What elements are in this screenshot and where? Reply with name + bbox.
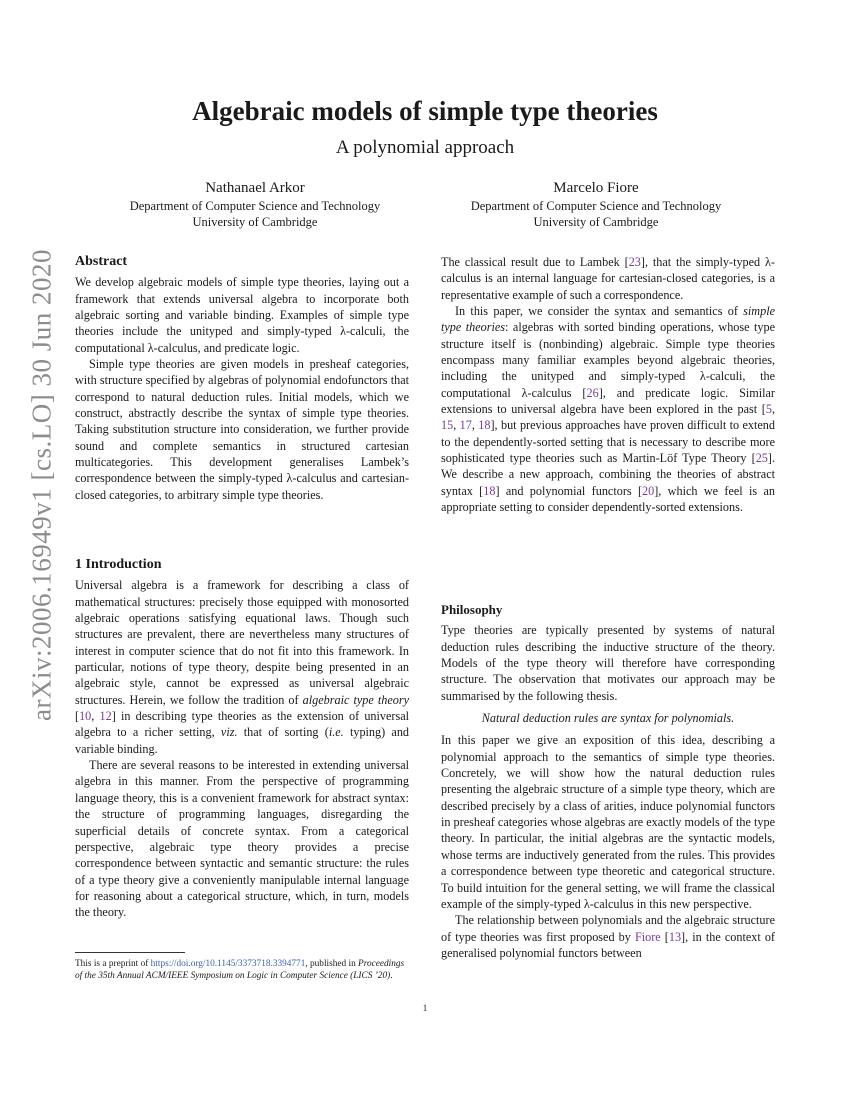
body-paragraph: In this paper we give an exposition of this idea, describing a polynomial approach to the semantics of simple type theories. Concretely, we will show how the natural deduction rules presenting the algebraic structure of a simple type theory, which are described precisely by a class of arities, induce polynomial functors in presheaf categories whose algebras are exactly models of the type theory. In particular, the initial algebras are the syntactic models, whose terms are inductively generated from the rules. This provides a correspondence between type theoretic and categorical structure. To build intuition for the general setting, we will frame the classical example of the simply-typed λ-calculus in this new perspective. bbox=[441, 733, 775, 911]
thesis-statement: Natural deduction rules are syntax for polynomials. bbox=[481, 711, 735, 726]
citation-link[interactable]: 15 bbox=[441, 418, 454, 433]
citation-link[interactable]: 25 bbox=[755, 451, 768, 466]
paper-subtitle: A polynomial approach bbox=[335, 137, 515, 158]
citation-link[interactable]: 20 bbox=[642, 483, 655, 498]
author-university: University of Cambridge bbox=[192, 215, 318, 229]
author-university: University of Cambridge bbox=[533, 215, 659, 229]
doi-link[interactable]: https://doi.org/10.1145/3373718.3394771 bbox=[150, 959, 306, 969]
citation-link[interactable]: 23 bbox=[628, 255, 641, 269]
left-column bbox=[75, 254, 409, 503]
subsection-heading: Philosophy bbox=[441, 602, 503, 617]
footnote: This is a preprint of https://doi.org/10.1145/3373718.3394771, published in Proceedings of the 35th Annual ACM/IEEE Symposium on Logic in Computer Science (LICS ’20). bbox=[75, 959, 405, 982]
philosophy-section bbox=[441, 602, 775, 961]
citation-link[interactable]: 18 bbox=[483, 483, 496, 498]
paper-title: Algebraic models of simple type theories bbox=[192, 96, 658, 126]
author-block bbox=[95, 178, 415, 230]
author-department: Department of Computer Science and Technology bbox=[129, 199, 381, 213]
abstract-heading: Abstract bbox=[75, 254, 128, 269]
author-name: Nathanael Arkor bbox=[205, 180, 305, 196]
citation-link[interactable]: 12 bbox=[99, 709, 112, 724]
arxiv-identifier-text: arXiv:2006.16949v1 [cs.LO] 30 Jun 2020 bbox=[26, 249, 57, 721]
right-column bbox=[441, 254, 775, 516]
body-paragraph: Type theories are typically presented by systems of natural deduction rules describing the inductive structure of the theory. Models of the type theory will therefore have corresponding structure. The observation that motivates our approach may be summarised by the following thesis. bbox=[441, 623, 775, 703]
citation-link[interactable]: 10 bbox=[79, 709, 92, 724]
author-name: Marcelo Fiore bbox=[553, 180, 639, 196]
citation-link[interactable]: 17 bbox=[459, 418, 472, 433]
author-block bbox=[436, 178, 756, 230]
section-heading: 1 Introduction bbox=[75, 557, 162, 572]
intro-paragraph: There are several reasons to be interested in extending universal algebra in this manner. From the perspective of programming language theory, this is a convenient framework for abstract syntax: the structure of programming languages, disregarding the superficial details of concrete syntax. From a categorical perspective, algebraic type theory provides a precise correspondence between syntactic and semantic structure: the rules of a type theory give a conveniently manipulable internal language for reasoning about a categorical structure, which, in turn, models the theory. bbox=[75, 758, 409, 920]
arxiv-identifier bbox=[22, 249, 62, 721]
abstract-paragraph: We develop algebraic models of simple type theories, laying out a framework that extends universal algebra to incorporate both algebraic sorting and variable binding. Examples of simple type theories include the unityped and simply-typed λ-calculi, the computational λ-calculus, and predicate logic. bbox=[75, 275, 409, 355]
intro-paragraph: Universal algebra is a framework for describing a class of mathematical structures: precisely those equipped with monosorted algebraic operations satisfying equational laws. Though such structures are prevalent, there are nevertheless many structures of interest in computer science that do not fit into this framework. In particular, notions of type theory, despite being presented in an algebraic style, cannot be expressed as universal algebraic structures. Herein, we follow the tradition of algebraic type theory [10, 12] in describing type theories as the extension of universal algebra to a richer setting, viz. that of sorting (i.e. typing) and variable binding. bbox=[75, 578, 410, 756]
author-department: Department of Computer Science and Technology bbox=[470, 199, 722, 213]
citation-link[interactable]: 13 bbox=[668, 929, 682, 944]
citation-link[interactable]: 5 bbox=[765, 402, 772, 417]
body-paragraph: In this paper, we consider the syntax and semantics of simple type theories: algebras with sorted binding operations, whose type structure itself is (nonbinding) algebraic. Simple type theories encompass many familiar examples beyond algebraic theories, including the unityped and simply-typed λ-calculi, the computational λ-calculus [26], and predicate logic. Similar extensions to universal algebra have been explored in the past [5, 15, 17, 18], but previous approaches have proven difficult to extend to the dependently-sorted setting that is necessary to describe more sophisticated type theories such as Martin-Löf Type Theory [25]. We describe a new approach, combining the theories of abstract syntax [18] and polynomial functors [20], which we feel is an appropriate setting to consider dependently-sorted extensions. bbox=[441, 304, 775, 515]
page-number: 1 bbox=[422, 1003, 428, 1013]
citation-link[interactable]: 26 bbox=[586, 385, 599, 400]
footnote-divider bbox=[75, 952, 185, 953]
author-link[interactable]: Fiore bbox=[634, 929, 661, 944]
body-paragraph: The relationship between polynomials and the algebraic structure of type theories was first proposed by Fiore [13], in the context of generalised polynomial functors between bbox=[441, 913, 775, 960]
introduction-section bbox=[75, 557, 409, 921]
citation-link[interactable]: 18 bbox=[478, 418, 491, 433]
abstract-paragraph: Simple type theories are given models in presheaf categories, with structure specified by algebras of polynomial endofunctors that correspond to natural deduction rules. Initial models, which we construct, abstractly describe the syntax of simple type theories. Taking substitution structure into consideration, we further provide sound and complete semantics in structured cartesian multicategories. This development generalises Lambek’s correspondence between the simply-typed λ-calculus and cartesian-closed categories, to arbitrary simple type theories. bbox=[75, 357, 409, 502]
body-paragraph: The classical result due to Lambek [23], that the simply-typed λ-calculus is an internal language for cartesian-closed categories, is a representative example of such a correspondence. bbox=[441, 255, 775, 302]
